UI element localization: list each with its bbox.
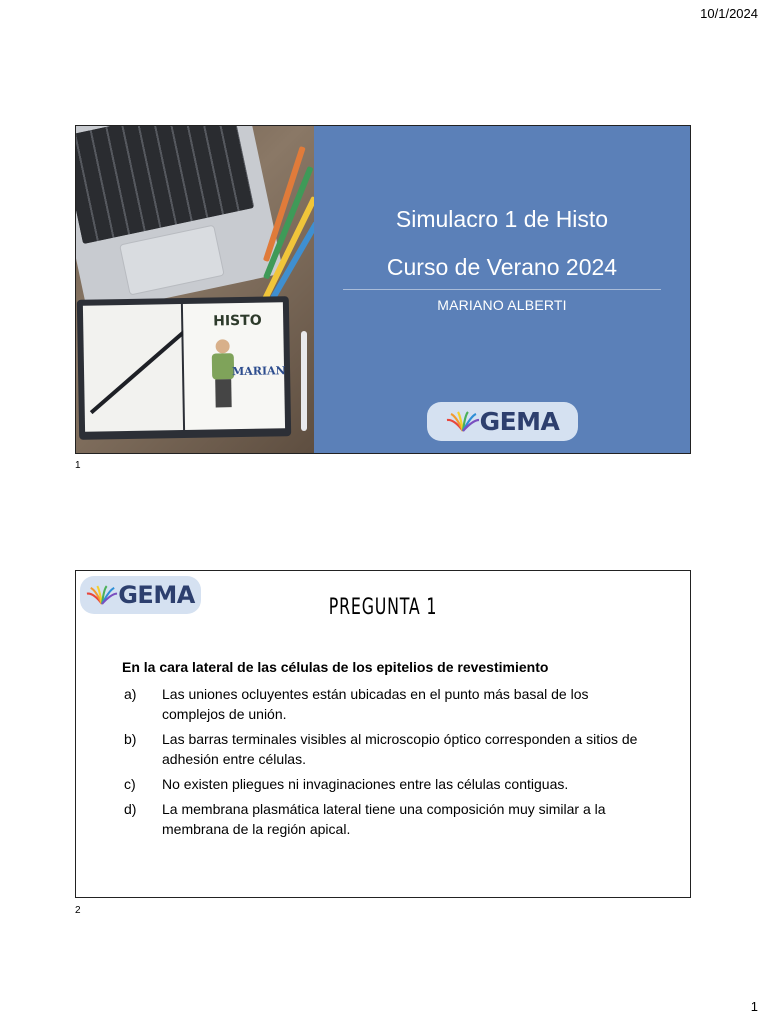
cover-photo: [76, 126, 314, 453]
option-text: La membrana plasmática lateral tiene una composición muy similar a la membrana de la región apical.: [162, 801, 606, 837]
option-letter: a): [124, 686, 137, 702]
option-text: No existen pliegues ni invaginaciones entre las células contiguas.: [162, 776, 569, 792]
laptop-image: [76, 126, 284, 315]
page-number: 1: [750, 999, 758, 1014]
slide-2: [75, 570, 691, 898]
notebook-title: HISTO: [213, 312, 262, 330]
pen-image: [301, 331, 307, 431]
logo-text: GEMA: [479, 407, 560, 436]
author-name: MARIANO ALBERTI: [437, 297, 567, 313]
slide-title-line-2: Curso de Verano 2024: [386, 254, 618, 280]
slide-number-2: 2: [75, 905, 81, 916]
answer-option-d: [124, 799, 644, 839]
notebook-image: [77, 296, 291, 440]
option-letter: c): [124, 776, 136, 792]
slide-1: [75, 125, 691, 454]
option-text: Las uniones ocluyentes están ubicadas en el punto más basal de los complejos de unión.: [162, 686, 589, 722]
option-letter: b): [124, 731, 137, 747]
title-divider: [343, 289, 661, 290]
notebook-name: MARIAN: [231, 364, 286, 379]
print-date: 10/1/2024: [700, 6, 758, 21]
title-panel: [314, 126, 690, 453]
question-stem: En la cara lateral de las células de los epitelios de revestimiento: [122, 659, 549, 675]
answer-option-c: [124, 774, 644, 794]
book-fan-icon: [86, 585, 118, 606]
gema-logo: [427, 402, 578, 441]
answer-option-b: [124, 729, 644, 769]
answer-options: [124, 684, 644, 844]
logo-text: GEMA: [118, 581, 195, 609]
book-fan-icon: [446, 411, 480, 433]
option-letter: d): [124, 801, 137, 817]
slide-number-1: 1: [75, 460, 81, 471]
answer-option-a: [124, 684, 644, 724]
option-text: Las barras terminales visibles al microscopio óptico corresponden a sitios de adhesión entre células.: [162, 731, 638, 767]
slide-title-line-1: Simulacro 1 de Histo: [395, 206, 609, 232]
question-title: PREGUNTA 1: [328, 595, 438, 620]
